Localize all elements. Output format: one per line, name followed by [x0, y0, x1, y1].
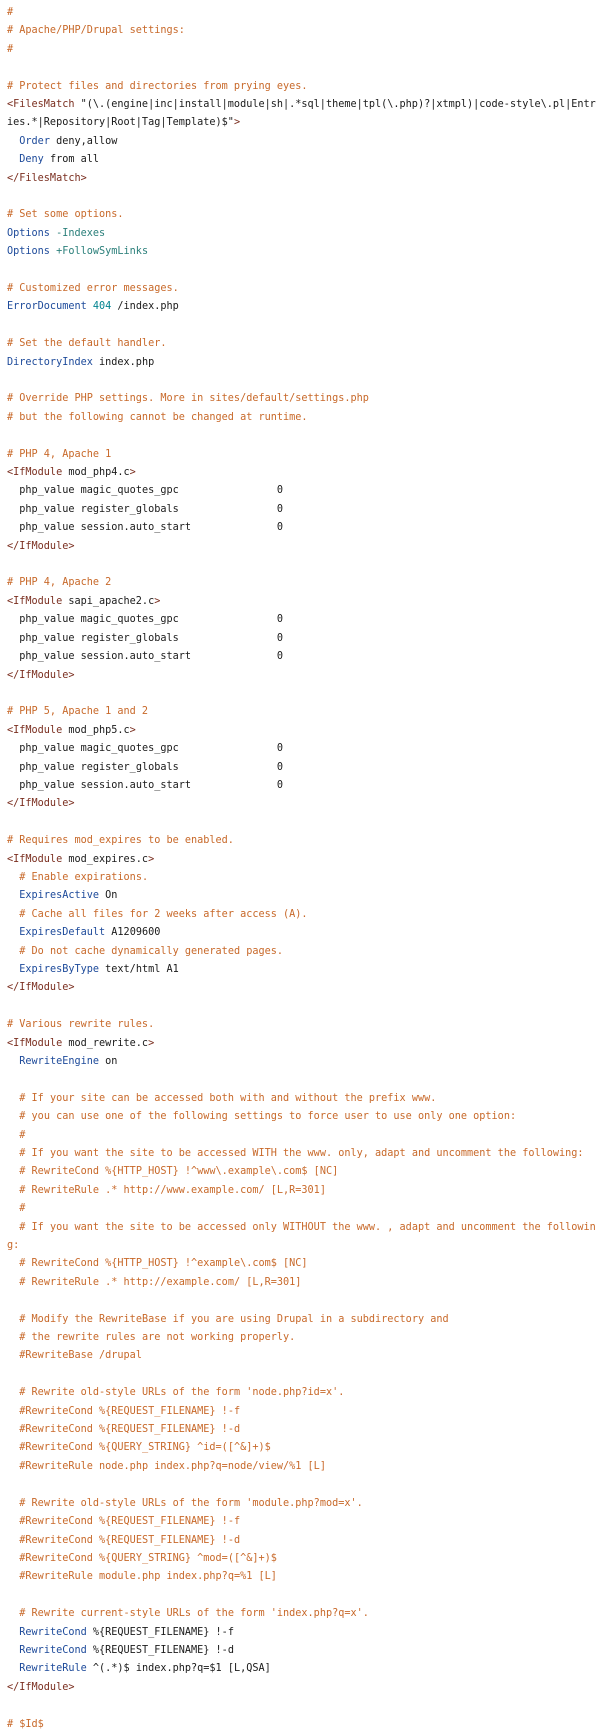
blank-line: [7, 1697, 597, 1715]
plain-token: [7, 1571, 19, 1582]
tag-token: <IfModule: [7, 467, 63, 479]
plain-token: %{REQUEST_FILENAME} !-f: [86, 1626, 234, 1638]
blank-line: [7, 262, 597, 280]
plain-token: from all: [43, 154, 100, 166]
comment-token: # Override PHP settings. More in sites/default/settings.php: [7, 393, 369, 405]
code-line: [7, 1347, 597, 1365]
code-line: [7, 851, 597, 869]
code-line: [7, 41, 597, 59]
code-line: [7, 1532, 597, 1550]
plain-token: index.php: [92, 356, 155, 368]
plain-token: [7, 1277, 19, 1288]
code-line: [7, 170, 597, 188]
code-line: [7, 777, 597, 795]
plain-token: [7, 136, 19, 147]
plain-token: [7, 946, 19, 957]
code-line: [7, 1255, 597, 1273]
code-line: [7, 832, 597, 850]
comment-token: #RewriteRule node.php index.php?q=node/view/%1 [L]: [19, 1460, 326, 1472]
plain-token: [7, 1350, 19, 1361]
blank-line: [7, 685, 597, 703]
plain-token: [7, 1332, 19, 1343]
code-line: [7, 354, 597, 372]
plain-token: php_value session.auto_start 0: [7, 522, 284, 534]
comment-token: # the rewrite rules are not working properly.: [19, 1332, 296, 1344]
code-line: [7, 1311, 597, 1329]
tag-token: >: [148, 853, 155, 865]
code-line: [7, 703, 597, 721]
tag-token: <IfModule: [7, 853, 63, 865]
code-line: [7, 722, 597, 740]
code-line: [7, 133, 597, 151]
blank-line: [7, 998, 597, 1016]
plain-token: mod_expires.c: [62, 853, 149, 865]
blank-line: [7, 317, 597, 335]
code-line: [7, 280, 597, 298]
comment-token: # Rewrite old-style URLs of the form 'module.php?mod=x'.: [19, 1497, 363, 1509]
code-line: [7, 759, 597, 777]
comment-token: # Apache/PHP/Drupal settings:: [7, 25, 185, 37]
blank-line: [7, 1366, 597, 1384]
plain-token: [7, 1185, 19, 1196]
comment-token: # Enable expirations.: [19, 871, 149, 883]
plain-token: [7, 964, 19, 975]
comment-token: #: [7, 43, 14, 55]
plain-token: ^(.*)$ index.php?q=$1 [L,QSA]: [86, 1663, 271, 1675]
comment-token: # Protect files and directories from prying eyes.: [7, 80, 308, 92]
comment-token: # RewriteCond %{HTTP_HOST} !^example\.com$ [NC]: [19, 1258, 308, 1270]
code-line: [7, 501, 597, 519]
plain-token: [7, 1387, 19, 1398]
comment-token: # Rewrite old-style URLs of the form 'node.php?id=x'.: [19, 1387, 345, 1399]
tag-token: </IfModule>: [7, 1681, 75, 1693]
tag-token: </FilesMatch>: [7, 172, 87, 184]
plain-token: [7, 1645, 19, 1656]
option-token: +FollowSymLinks: [56, 246, 149, 258]
comment-token: # $Id$: [7, 1718, 44, 1730]
plain-token: "(\.(engine|inc|install|module|sh|.*sql|theme|tpl(\.php)?|xtmpl)|code-style\.pl|Entries.*|Repository|Root|Tag|Template)$": [7, 99, 596, 129]
code-line: [7, 593, 597, 611]
tag-token: >: [233, 117, 241, 129]
code-line: [7, 1513, 597, 1531]
comment-token: # Customized error messages.: [7, 283, 179, 295]
directive-token: ExpiresActive: [19, 890, 100, 902]
plain-token: [7, 1258, 19, 1269]
comment-token: # Modify the RewriteBase if you are using Drupal in a subdirectory and: [19, 1313, 449, 1325]
plain-token: [7, 1424, 19, 1435]
plain-token: php_value magic_quotes_gpc 0: [7, 485, 284, 497]
plain-token: [7, 1608, 19, 1619]
comment-token: # Requires mod_expires to be enabled.: [7, 835, 234, 847]
code-line: [7, 943, 597, 961]
blank-line: [7, 1476, 597, 1494]
plain-token: [7, 927, 19, 938]
plain-token: [7, 1406, 19, 1417]
plain-token: [7, 1498, 19, 1509]
directive-token: ErrorDocument: [7, 301, 87, 313]
code-line: [7, 206, 597, 224]
code-line: [7, 1716, 597, 1734]
directive-token: ExpiresDefault: [19, 927, 106, 939]
directive-token: Options: [7, 227, 50, 239]
blank-line: [7, 188, 597, 206]
code-line: [7, 151, 597, 169]
plain-token: mod_php5.c: [62, 724, 130, 736]
code-line: [7, 96, 597, 133]
comment-token: # Do not cache dynamically generated pages.: [19, 945, 284, 957]
plain-token: %{REQUEST_FILENAME} !-d: [86, 1644, 234, 1656]
plain-token: php_value register_globals 0: [7, 761, 284, 773]
htaccess-code-listing: [7, 4, 597, 1734]
code-line: [7, 906, 597, 924]
directive-token: Order: [19, 135, 50, 147]
blank-line: [7, 814, 597, 832]
code-line: [7, 22, 597, 40]
code-line: [7, 1053, 597, 1071]
comment-token: # you can use one of the following settings to force user to use only one option:: [19, 1111, 517, 1123]
comment-token: # If you want the site to be accessed WITH the www. only, adapt and uncomment the following:: [19, 1148, 584, 1160]
code-line: [7, 1108, 597, 1126]
directive-token: ExpiresByType: [19, 963, 100, 975]
code-line: [7, 1403, 597, 1421]
comment-token: #: [19, 1129, 26, 1141]
plain-token: [7, 1166, 19, 1177]
directive-token: RewriteCond: [19, 1626, 87, 1638]
comment-token: # PHP 4, Apache 1: [7, 448, 112, 460]
blank-line: [7, 59, 597, 77]
comment-token: #RewriteBase /drupal: [19, 1350, 142, 1362]
comment-token: # If you want the site to be accessed only WITHOUT the www. , adapt and uncomment the following:: [7, 1221, 596, 1252]
tag-token: >: [129, 724, 136, 736]
plain-token: on: [99, 1056, 118, 1067]
tag-token: >: [154, 595, 161, 607]
code-line: [7, 1421, 597, 1439]
plain-token: deny,allow: [49, 135, 118, 147]
comment-token: #RewriteCond %{REQUEST_FILENAME} !-f: [19, 1516, 241, 1528]
directive-token: Options: [7, 246, 50, 258]
code-line: [7, 464, 597, 482]
comment-token: # RewriteRule .* http://www.example.com/ [L,R=301]: [19, 1184, 326, 1196]
code-line: [7, 1127, 597, 1145]
code-line: [7, 519, 597, 537]
code-line: [7, 1219, 597, 1256]
comment-token: # PHP 5, Apache 1 and 2: [7, 706, 149, 718]
comment-token: #RewriteCond %{REQUEST_FILENAME} !-f: [19, 1405, 241, 1417]
code-line: [7, 1458, 597, 1476]
number-token: 404: [92, 301, 112, 313]
code-line: [7, 574, 597, 592]
plain-token: php_value register_globals 0: [7, 632, 284, 644]
blank-line: [7, 1071, 597, 1089]
code-line: [7, 667, 597, 685]
code-line: [7, 409, 597, 427]
plain-token: [7, 1148, 19, 1159]
plain-token: [7, 1535, 19, 1546]
tag-token: <FilesMatch: [7, 99, 75, 111]
plain-token: php_value session.auto_start 0: [7, 651, 284, 663]
code-line: [7, 1439, 597, 1457]
blank-line: [7, 1292, 597, 1310]
plain-token: mod_rewrite.c: [62, 1037, 149, 1049]
plain-token: [7, 1516, 19, 1527]
plain-token: php_value magic_quotes_gpc 0: [7, 743, 284, 755]
plain-token: [7, 890, 19, 901]
code-line: [7, 630, 597, 648]
tag-token: </IfModule>: [7, 982, 75, 994]
plain-token: [7, 1203, 19, 1214]
comment-token: #: [19, 1203, 26, 1215]
directive-token: Deny: [19, 154, 44, 166]
code-line: [7, 1145, 597, 1163]
plain-token: php_value register_globals 0: [7, 503, 284, 515]
comment-token: # Various rewrite rules.: [7, 1019, 155, 1031]
code-line: [7, 1384, 597, 1402]
plain-token: [7, 154, 19, 165]
blank-line: [7, 1587, 597, 1605]
tag-token: <IfModule: [7, 724, 63, 736]
plain-token: [7, 1222, 19, 1233]
code-line: [7, 1624, 597, 1642]
comment-token: # but the following cannot be changed at runtime.: [7, 411, 308, 423]
code-line: [7, 538, 597, 556]
plain-token: [7, 1314, 19, 1325]
code-line: [7, 1679, 597, 1697]
plain-token: A1209600: [105, 927, 161, 939]
comment-token: # RewriteRule .* http://example.com/ [L,R=301]: [19, 1276, 302, 1288]
directive-token: RewriteEngine: [19, 1056, 100, 1067]
comment-token: # Rewrite current-style URLs of the form 'index.php?q=x'.: [19, 1608, 369, 1620]
code-line: [7, 869, 597, 887]
code-line: [7, 611, 597, 629]
plain-token: /index.php: [111, 301, 179, 313]
plain-token: [7, 1111, 19, 1122]
tag-token: >: [148, 1037, 155, 1049]
comment-token: #RewriteCond %{REQUEST_FILENAME} !-d: [19, 1534, 241, 1546]
directive-token: DirectoryIndex: [7, 356, 93, 368]
plain-token: text/html A1: [99, 963, 179, 975]
comment-token: # Set the default handler.: [7, 338, 167, 350]
code-line: [7, 795, 597, 813]
code-line: [7, 4, 597, 22]
code-line: [7, 740, 597, 758]
tag-token: </IfModule>: [7, 798, 75, 810]
code-line: [7, 390, 597, 408]
plain-token: php_value magic_quotes_gpc 0: [7, 614, 284, 626]
comment-token: # RewriteCond %{HTTP_HOST} !^www\.example\.com$ [NC]: [19, 1166, 339, 1178]
blank-line: [7, 427, 597, 445]
code-line: [7, 482, 597, 500]
code-line: [7, 961, 597, 979]
plain-token: [7, 1663, 19, 1674]
code-line: [7, 1274, 597, 1292]
plain-token: [7, 1553, 19, 1564]
code-line: [7, 1182, 597, 1200]
directive-token: RewriteRule: [19, 1663, 87, 1675]
plain-token: [7, 872, 19, 883]
plain-token: On: [99, 890, 118, 902]
plain-token: mod_php4.c: [62, 467, 130, 479]
plain-token: [7, 1130, 19, 1141]
comment-token: # Cache all files for 2 weeks after access (A).: [19, 908, 308, 920]
plain-token: [7, 1442, 19, 1453]
comment-token: #RewriteCond %{QUERY_STRING} ^mod=([^&]+)$: [19, 1552, 277, 1564]
code-line: [7, 298, 597, 316]
code-line: [7, 446, 597, 464]
plain-token: [7, 909, 19, 920]
comment-token: # If your site can be accessed both with and without the prefix www.: [19, 1092, 437, 1104]
comment-token: #RewriteCond %{QUERY_STRING} ^id=([^&]+)$: [19, 1442, 271, 1454]
comment-token: #RewriteRule module.php index.php?q=%1 [L]: [19, 1571, 277, 1583]
code-line: [7, 1200, 597, 1218]
tag-token: <IfModule: [7, 1037, 63, 1049]
code-line: [7, 243, 597, 261]
code-line: [7, 979, 597, 997]
tag-token: </IfModule>: [7, 540, 75, 552]
code-line: [7, 1163, 597, 1181]
code-line: [7, 648, 597, 666]
plain-token: [7, 1093, 19, 1104]
plain-token: [7, 1627, 19, 1638]
code-line: [7, 924, 597, 942]
code-line: [7, 1035, 597, 1053]
code-line: [7, 1605, 597, 1623]
plain-token: sapi_apache2.c: [62, 595, 155, 607]
code-line: [7, 887, 597, 905]
code-line: [7, 335, 597, 353]
blank-line: [7, 372, 597, 390]
tag-token: >: [129, 467, 136, 479]
code-line: [7, 78, 597, 96]
code-line: [7, 1329, 597, 1347]
plain-token: [7, 1461, 19, 1472]
directive-token: RewriteCond: [19, 1644, 87, 1656]
code-line: [7, 1568, 597, 1586]
code-line: [7, 1090, 597, 1108]
tag-token: <IfModule: [7, 595, 63, 607]
comment-token: # PHP 4, Apache 2: [7, 577, 112, 589]
code-line: [7, 225, 597, 243]
tag-token: </IfModule>: [7, 669, 75, 681]
blank-line: [7, 556, 597, 574]
comment-token: #: [7, 7, 14, 18]
plain-token: [7, 1056, 19, 1067]
code-line: [7, 1495, 597, 1513]
option-token: -Indexes: [56, 227, 106, 239]
code-line: [7, 1642, 597, 1660]
comment-token: #RewriteCond %{REQUEST_FILENAME} !-d: [19, 1424, 241, 1436]
code-line: [7, 1016, 597, 1034]
code-line: [7, 1660, 597, 1678]
code-line: [7, 1550, 597, 1568]
plain-token: php_value session.auto_start 0: [7, 779, 284, 791]
comment-token: # Set some options.: [7, 209, 124, 221]
